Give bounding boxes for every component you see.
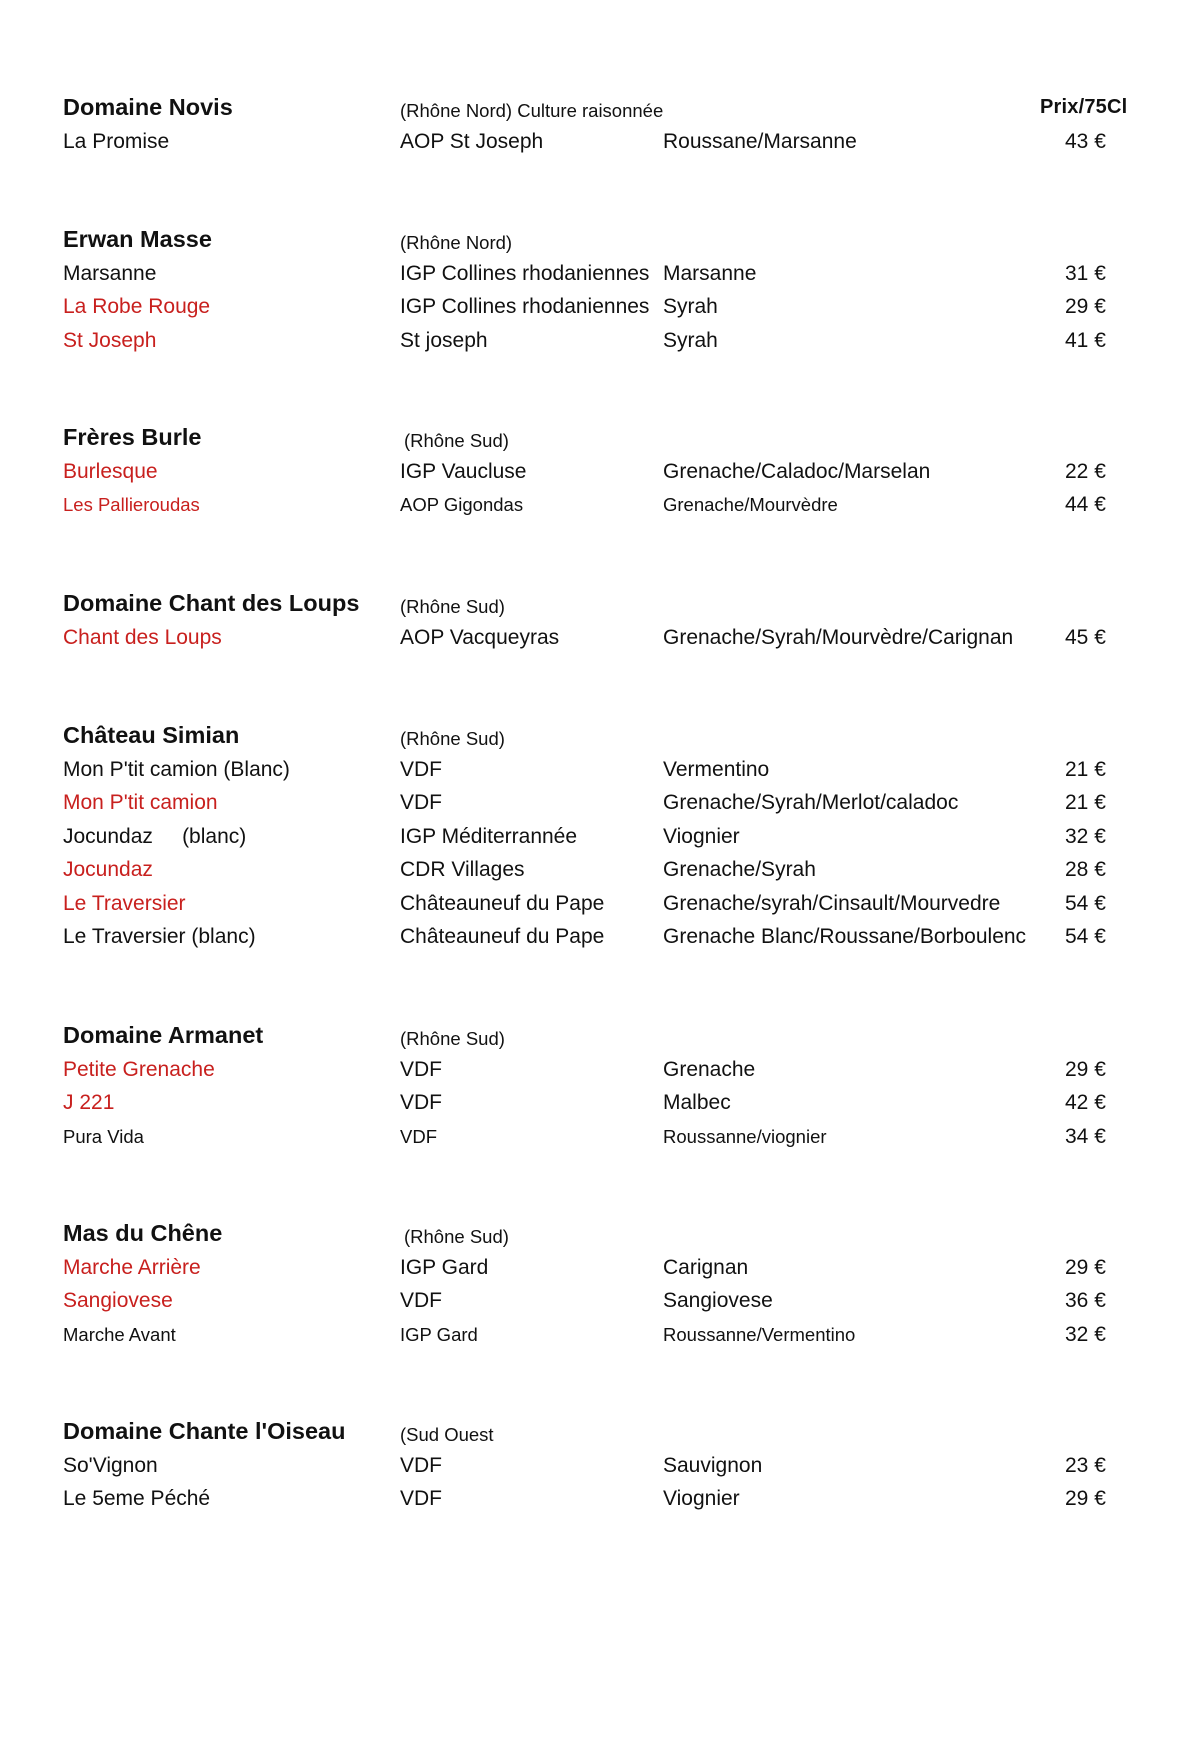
wine-name: Pura Vida	[63, 1125, 144, 1147]
wine-grape: Grenache/Caladoc/Marselan	[663, 459, 931, 483]
wine-row	[0, 1120, 1202, 1154]
wine-appellation: VDF	[400, 1057, 442, 1081]
domain-region: (Rhône Nord)	[400, 232, 513, 253]
domain-section	[0, 223, 1202, 357]
wine-price: 29 €	[1065, 295, 1106, 318]
wine-grape: Grenache/Syrah/Mourvèdre/Carignan	[663, 625, 1014, 649]
domain-header-row	[0, 223, 1202, 257]
wine-grape: Roussanne/viognier	[663, 1125, 827, 1147]
domain-region: (Rhône Nord) Culture raisonnée	[400, 100, 664, 121]
wine-row	[0, 324, 1202, 358]
wine-grape: Sangiovese	[663, 1289, 773, 1312]
wine-row	[0, 853, 1202, 887]
domain-header-row	[0, 587, 1202, 621]
domain-region: (Rhône Sud)	[400, 1028, 505, 1049]
wine-name: Petite Grenache	[63, 1057, 215, 1081]
wine-row	[0, 786, 1202, 820]
domain-section	[0, 1019, 1202, 1153]
wine-grape: Grenache/Syrah	[663, 858, 816, 881]
domain-region: (Rhône Sud)	[404, 430, 509, 451]
wine-appellation: VDF	[400, 1289, 442, 1312]
wine-grape: Grenache/Syrah/Merlot/caladoc	[663, 791, 959, 814]
price-column-header: Prix/75Cl	[1040, 96, 1128, 118]
wine-row	[0, 887, 1202, 921]
wine-name: Chant des Loups	[63, 625, 222, 649]
wine-grape: Grenache	[663, 1057, 756, 1081]
wine-name: Marche Arrière	[63, 1255, 201, 1279]
wine-grape: Vermentino	[663, 757, 770, 781]
wine-row	[0, 1482, 1202, 1516]
domain-header-row	[0, 719, 1202, 753]
domain-header-row	[0, 91, 1202, 125]
wine-price: 22 €	[1065, 459, 1106, 483]
wine-price: 21 €	[1065, 757, 1106, 781]
wine-grape: Roussanne/Vermentino	[663, 1323, 856, 1345]
domain-title: Château Simian	[63, 722, 240, 748]
wine-grape: Grenache Blanc/Roussane/Borboulenc	[663, 925, 1027, 948]
wine-name: So'Vignon	[63, 1453, 158, 1477]
domain-header-row	[0, 1217, 1202, 1251]
wine-name: Les Pallieroudas	[63, 494, 200, 515]
wine-price: 43 €	[1065, 129, 1106, 153]
domain-title: Domaine Chante l'Oiseau	[63, 1418, 346, 1444]
wine-appellation: VDF	[400, 1091, 442, 1114]
wine-row	[0, 1284, 1202, 1318]
wine-grape: Syrah	[663, 328, 718, 352]
wine-name: St Joseph	[63, 328, 157, 352]
wine-appellation: IGP Gard	[400, 1323, 478, 1345]
wine-appellation: VDF	[400, 1125, 437, 1147]
wine-appellation: VDF	[400, 791, 442, 814]
wine-price: 32 €	[1065, 824, 1106, 848]
wine-grape: Marsanne	[663, 261, 757, 285]
wine-row	[0, 455, 1202, 489]
wine-name: Mon P'tit camion	[63, 791, 218, 814]
wine-row	[0, 1318, 1202, 1352]
wine-row	[0, 1086, 1202, 1120]
wine-price: 36 €	[1065, 1289, 1106, 1312]
wine-name: Jocundaz (blanc)	[63, 824, 247, 848]
domain-section	[0, 1217, 1202, 1351]
wine-row	[0, 1449, 1202, 1483]
wine-appellation: St joseph	[400, 328, 488, 352]
wine-row	[0, 920, 1202, 954]
domain-region: (Sud Ouest	[400, 1424, 494, 1445]
wine-name: La Robe Rouge	[63, 295, 211, 318]
wine-appellation: IGP Méditerrannée	[400, 824, 578, 848]
wine-appellation: Châteauneuf du Pape	[400, 891, 605, 915]
wine-appellation: IGP Gard	[400, 1255, 489, 1279]
wine-grape: Roussane/Marsanne	[663, 129, 857, 153]
domain-section	[0, 91, 1202, 158]
domain-title: Domaine Chant des Loups	[63, 590, 360, 616]
wine-price: 54 €	[1065, 925, 1106, 948]
wine-grape: Viognier	[663, 824, 740, 848]
domain-title: Mas du Chêne	[63, 1220, 223, 1246]
wine-name: Le 5eme Péché	[63, 1487, 211, 1510]
wine-appellation: VDF	[400, 1487, 442, 1510]
wine-row	[0, 257, 1202, 291]
wine-name: J 221	[63, 1091, 115, 1114]
wine-price: 28 €	[1065, 858, 1106, 881]
wine-row	[0, 621, 1202, 655]
wine-grape: Syrah	[663, 295, 718, 318]
wine-name: Le Traversier (blanc)	[63, 925, 256, 948]
domain-header-row	[0, 421, 1202, 455]
domain-header-row	[0, 1019, 1202, 1053]
wine-row	[0, 125, 1202, 159]
wine-name: La Promise	[63, 129, 170, 153]
wine-row	[0, 488, 1202, 522]
wine-price: 21 €	[1065, 791, 1106, 814]
wine-price: 29 €	[1065, 1057, 1106, 1081]
wine-grape: Malbec	[663, 1091, 731, 1114]
wine-appellation: AOP Gigondas	[400, 494, 524, 515]
domain-region: (Rhône Sud)	[400, 728, 505, 749]
domain-section	[0, 719, 1202, 954]
wine-appellation: CDR Villages	[400, 858, 525, 881]
domain-section	[0, 587, 1202, 654]
wine-grape: Sauvignon	[663, 1453, 763, 1477]
wine-price: 54 €	[1065, 891, 1106, 915]
wine-name: Sangiovese	[63, 1289, 173, 1312]
domain-region: (Rhône Sud)	[400, 596, 505, 617]
wine-row	[0, 290, 1202, 324]
wine-name: Marche Avant	[63, 1323, 176, 1345]
domain-title: Domaine Armanet	[63, 1022, 264, 1048]
wine-appellation: AOP Vacqueyras	[400, 625, 560, 649]
wine-appellation: IGP Collines rhodaniennes	[400, 261, 650, 285]
wine-price: 44 €	[1065, 493, 1106, 516]
wine-row	[0, 820, 1202, 854]
domain-title: Frères Burle	[63, 424, 202, 450]
wine-price: 29 €	[1065, 1255, 1106, 1279]
wine-name: Le Traversier	[63, 891, 186, 915]
wine-price: 32 €	[1065, 1322, 1106, 1346]
domain-title: Domaine Novis	[63, 94, 233, 120]
wine-grape: Viognier	[663, 1487, 740, 1510]
domain-title: Erwan Masse	[63, 226, 212, 252]
wine-appellation: VDF	[400, 1453, 442, 1477]
wine-price: 41 €	[1065, 328, 1106, 352]
wine-name: Jocundaz	[63, 858, 153, 881]
wine-grape: Carignan	[663, 1255, 749, 1279]
wine-price: 31 €	[1065, 261, 1106, 285]
wine-row	[0, 1053, 1202, 1087]
domain-section	[0, 421, 1202, 522]
wine-row	[0, 753, 1202, 787]
wine-price: 42 €	[1065, 1091, 1106, 1114]
wine-grape: Grenache/syrah/Cinsault/Mourvedre	[663, 891, 1001, 915]
wine-appellation: VDF	[400, 757, 442, 781]
wine-grape: Grenache/Mourvèdre	[663, 494, 838, 515]
wine-price: 45 €	[1065, 625, 1106, 649]
wine-appellation: Châteauneuf du Pape	[400, 925, 605, 948]
wine-price: 29 €	[1065, 1487, 1106, 1510]
domain-region: (Rhône Sud)	[404, 1226, 509, 1247]
wine-row	[0, 1251, 1202, 1285]
wine-name: Marsanne	[63, 261, 157, 285]
domain-section	[0, 1415, 1202, 1516]
wine-appellation: AOP St Joseph	[400, 129, 544, 153]
wine-name: Burlesque	[63, 459, 158, 483]
wine-name: Mon P'tit camion (Blanc)	[63, 757, 290, 781]
wine-price: 34 €	[1065, 1124, 1106, 1148]
wine-appellation: IGP Collines rhodaniennes	[400, 295, 650, 318]
domain-header-row	[0, 1415, 1202, 1449]
wine-price: 23 €	[1065, 1453, 1106, 1477]
wine-appellation: IGP Vaucluse	[400, 459, 527, 483]
